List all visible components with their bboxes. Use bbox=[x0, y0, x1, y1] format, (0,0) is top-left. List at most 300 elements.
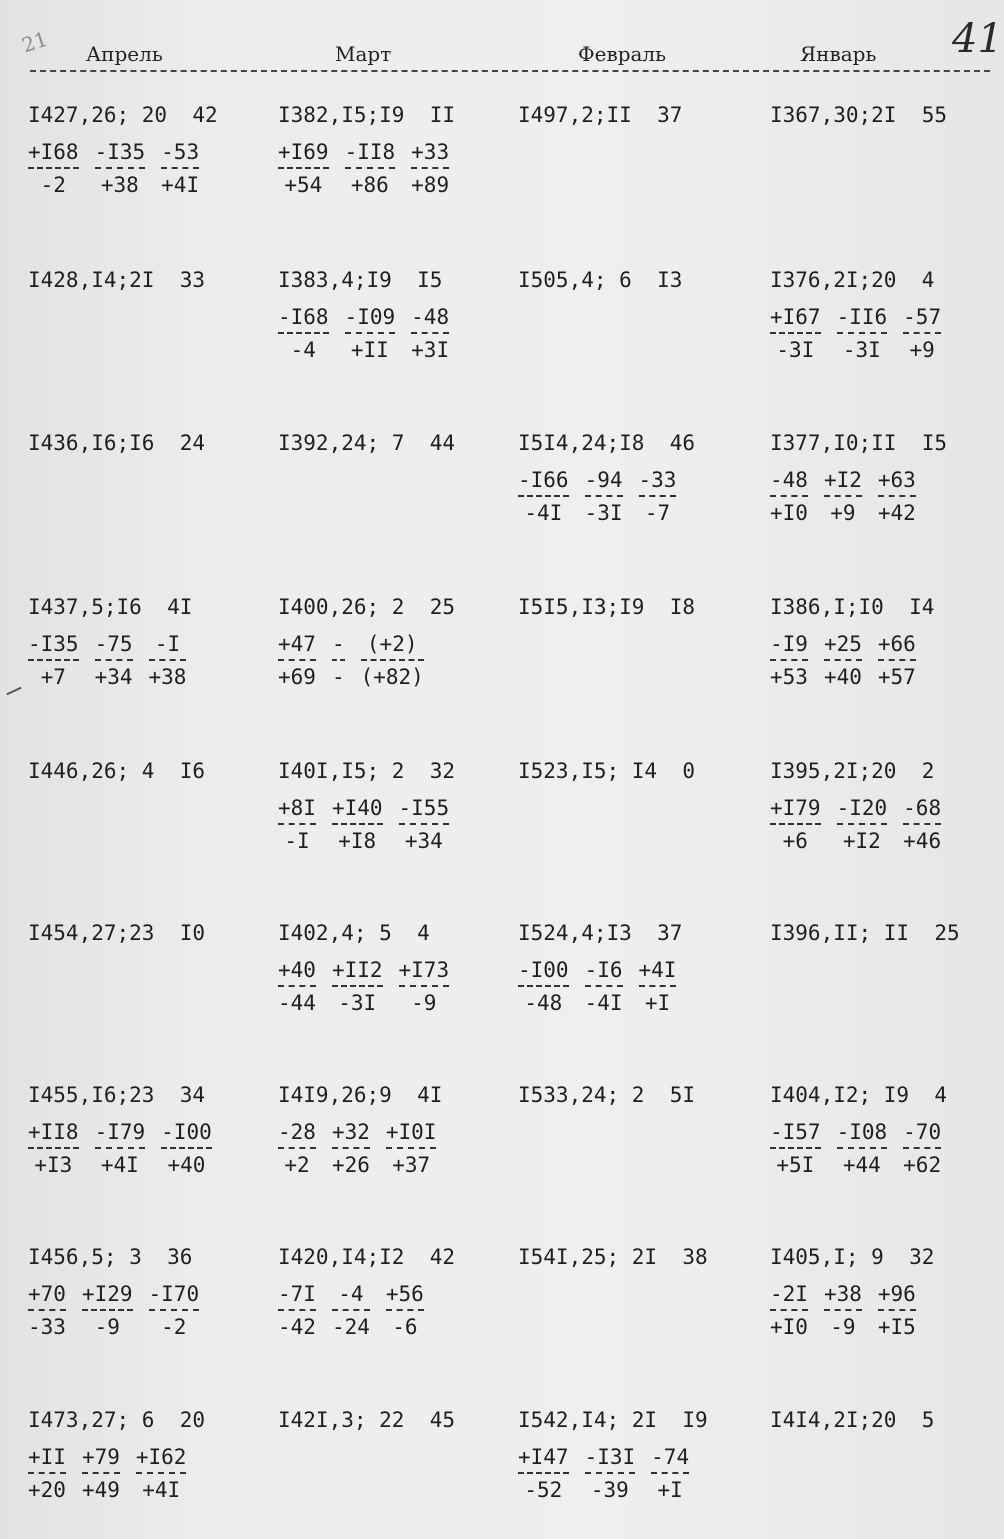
entry-main-value: I383,4;I9 I5 bbox=[278, 268, 443, 292]
page-number-left: 21 bbox=[18, 26, 51, 58]
entry-main-value: I402,4; 5 4 bbox=[278, 921, 430, 945]
fraction-row bbox=[518, 468, 748, 525]
entry-main-value: I40I,I5; 2 32 bbox=[278, 759, 456, 783]
fraction-numerator: +I68 bbox=[28, 140, 79, 164]
fraction bbox=[824, 632, 862, 689]
fraction-row bbox=[770, 1282, 1000, 1339]
fraction-denominator: -3I bbox=[584, 501, 623, 525]
fraction-denominator: +46 bbox=[903, 829, 942, 853]
fraction-numerator: -48 bbox=[411, 305, 450, 329]
fraction bbox=[332, 796, 383, 853]
fraction-denominator: +53 bbox=[770, 665, 808, 689]
fraction-numerator: +96 bbox=[877, 1282, 916, 1306]
fraction-numerator: -75 bbox=[94, 632, 133, 656]
fraction-bar bbox=[149, 659, 187, 661]
fraction-bar bbox=[278, 823, 316, 825]
fraction-row bbox=[278, 958, 508, 1015]
entry-main-value: I436,I6;I6 24 bbox=[28, 431, 206, 455]
fraction-numerator: -70 bbox=[903, 1120, 942, 1144]
fraction-bar bbox=[332, 985, 383, 987]
fraction-numerator: +I29 bbox=[81, 1282, 133, 1306]
fraction-denominator: -9 bbox=[94, 1315, 120, 1339]
fraction-denominator: -4I bbox=[524, 501, 563, 525]
fraction-bar bbox=[585, 1472, 636, 1474]
month-header bbox=[0, 42, 1004, 72]
fraction-denominator: +34 bbox=[404, 829, 443, 853]
entry-cell-february-7 bbox=[518, 1080, 748, 1110]
fraction-numerator: +33 bbox=[411, 140, 450, 164]
fraction-numerator: +40 bbox=[278, 958, 316, 982]
fraction-bar bbox=[332, 1147, 370, 1149]
fraction-bar bbox=[332, 1309, 370, 1311]
fraction-numerator: +79 bbox=[81, 1445, 120, 1469]
fraction-denominator: +69 bbox=[278, 665, 316, 689]
fraction bbox=[837, 1120, 888, 1177]
fraction bbox=[332, 632, 345, 689]
entry-cell-january-5 bbox=[770, 756, 1000, 853]
entry-cell-march-5 bbox=[278, 756, 508, 853]
fraction-denominator: -9 bbox=[830, 1315, 856, 1339]
fraction bbox=[585, 1445, 636, 1502]
fraction-denominator: +I2 bbox=[842, 829, 881, 853]
fraction-bar bbox=[837, 823, 888, 825]
fraction-numerator: -33 bbox=[638, 468, 677, 492]
fraction-denominator: +5I bbox=[776, 1153, 815, 1177]
fraction-denominator: -24 bbox=[331, 1315, 370, 1339]
fraction bbox=[161, 1120, 212, 1177]
fraction-numerator: -7I bbox=[278, 1282, 316, 1306]
fraction-row bbox=[770, 305, 1000, 362]
entry-cell-january-8 bbox=[770, 1242, 1000, 1339]
fraction-row bbox=[278, 1282, 508, 1339]
fraction bbox=[770, 305, 821, 362]
fraction-bar bbox=[639, 495, 677, 497]
fraction-bar bbox=[278, 167, 329, 169]
fraction-row bbox=[278, 140, 508, 197]
fraction-denominator: -3I bbox=[842, 338, 881, 362]
entry-cell-april-5 bbox=[28, 756, 258, 786]
entry-cell-february-5 bbox=[518, 756, 748, 786]
fraction-bar bbox=[639, 985, 677, 987]
entry-main-value: I542,I4; 2I I9 bbox=[518, 1408, 708, 1432]
fraction-row bbox=[278, 632, 508, 689]
entry-cell-april-6 bbox=[28, 918, 258, 948]
fraction bbox=[411, 140, 449, 197]
fraction-numerator: +I40 bbox=[331, 796, 383, 820]
entry-main-value: I405,I; 9 32 bbox=[770, 1245, 935, 1269]
fraction-bar bbox=[161, 167, 199, 169]
fraction-denominator: +42 bbox=[877, 501, 916, 525]
entry-cell-march-4 bbox=[278, 592, 508, 689]
entry-cell-march-2 bbox=[278, 265, 508, 362]
fraction bbox=[639, 958, 677, 1015]
fraction bbox=[278, 632, 316, 689]
entry-cell-april-4 bbox=[28, 592, 258, 689]
fraction-denominator: +9 bbox=[909, 338, 935, 362]
fraction-denominator: +3I bbox=[411, 338, 450, 362]
fraction-denominator: +4I bbox=[161, 173, 200, 197]
fraction bbox=[824, 1282, 862, 1339]
fraction-numerator: -94 bbox=[584, 468, 623, 492]
fraction bbox=[903, 305, 941, 362]
entry-main-value: I376,2I;20 4 bbox=[770, 268, 935, 292]
fraction-bar bbox=[411, 332, 449, 334]
fraction-numerator: -I55 bbox=[398, 796, 450, 820]
fraction bbox=[399, 796, 450, 853]
fraction-denominator: -39 bbox=[590, 1478, 629, 1502]
entry-cell-january-3 bbox=[770, 428, 1000, 525]
month-january: Январь bbox=[800, 42, 877, 66]
fraction-bar bbox=[28, 1147, 79, 1149]
entry-main-value: I427,26; 20 42 bbox=[28, 103, 218, 127]
fraction-numerator: -48 bbox=[770, 468, 808, 492]
fraction bbox=[651, 1445, 689, 1502]
fraction-row bbox=[518, 958, 748, 1015]
fraction bbox=[95, 140, 146, 197]
fraction-numerator: -I35 bbox=[94, 140, 146, 164]
fraction-numerator: -I66 bbox=[518, 468, 569, 492]
fraction bbox=[837, 305, 888, 362]
fraction-denominator: +20 bbox=[28, 1478, 66, 1502]
fraction-numerator: -II8 bbox=[344, 140, 396, 164]
entry-cell-january-7 bbox=[770, 1080, 1000, 1177]
fraction-bar bbox=[903, 823, 941, 825]
fraction bbox=[585, 468, 623, 525]
fraction-row bbox=[770, 796, 1000, 853]
entry-main-value: I524,4;I3 37 bbox=[518, 921, 683, 945]
fraction-bar bbox=[161, 1147, 212, 1149]
fraction-numerator: +56 bbox=[385, 1282, 424, 1306]
fraction-numerator: -68 bbox=[903, 796, 942, 820]
fraction bbox=[149, 632, 187, 689]
fraction-bar bbox=[837, 332, 888, 334]
entry-cell-february-4 bbox=[518, 592, 748, 622]
fraction-numerator: +II bbox=[28, 1445, 66, 1469]
fraction-bar bbox=[95, 1147, 146, 1149]
fraction bbox=[399, 958, 450, 1015]
fraction bbox=[518, 1445, 569, 1502]
fraction-denominator: +I bbox=[644, 991, 671, 1015]
entry-cell-february-6 bbox=[518, 918, 748, 1015]
fraction-bar bbox=[903, 1147, 941, 1149]
entry-cell-january-6 bbox=[770, 918, 1000, 948]
fraction-denominator: +62 bbox=[903, 1153, 942, 1177]
fraction-numerator: +I62 bbox=[135, 1445, 187, 1469]
fraction bbox=[386, 1282, 424, 1339]
fraction bbox=[345, 305, 396, 362]
entry-cell-february-3 bbox=[518, 428, 748, 525]
fraction-denominator: (+82) bbox=[360, 665, 424, 689]
month-april: Апрель bbox=[86, 42, 163, 66]
entry-main-value: I367,30;2I 55 bbox=[770, 103, 948, 127]
fraction-row bbox=[770, 468, 1000, 525]
fraction-numerator: +25 bbox=[823, 632, 862, 656]
fraction-bar bbox=[278, 659, 316, 661]
fraction bbox=[411, 305, 449, 362]
fraction-bar bbox=[82, 1472, 120, 1474]
entry-cell-january-9 bbox=[770, 1405, 1000, 1435]
fraction bbox=[332, 958, 383, 1015]
fraction-numerator: -2I bbox=[770, 1282, 808, 1306]
fraction-bar bbox=[770, 332, 821, 334]
fraction-denominator: -42 bbox=[278, 1315, 316, 1339]
fraction bbox=[585, 958, 623, 1015]
fraction bbox=[878, 632, 916, 689]
fraction-bar bbox=[878, 1309, 916, 1311]
entry-cell-april-9 bbox=[28, 1405, 258, 1502]
entry-main-value: I523,I5; I4 0 bbox=[518, 759, 696, 783]
entry-main-value: I54I,25; 2I 38 bbox=[518, 1245, 708, 1269]
entry-main-value: I428,I4;2I 33 bbox=[28, 268, 206, 292]
fraction-numerator: -4 bbox=[338, 1282, 364, 1306]
fraction bbox=[28, 140, 79, 197]
entry-main-value: I473,27; 6 20 bbox=[28, 1408, 206, 1432]
fraction-bar bbox=[824, 1309, 862, 1311]
fraction bbox=[278, 1120, 316, 1177]
fraction-denominator: +2 bbox=[284, 1153, 310, 1177]
fraction-bar bbox=[399, 985, 450, 987]
fraction-denominator: +38 bbox=[148, 665, 187, 689]
fraction-numerator: -I79 bbox=[94, 1120, 146, 1144]
fraction-numerator: -I00 bbox=[161, 1120, 212, 1144]
fraction bbox=[278, 305, 329, 362]
fraction-denominator: +9 bbox=[830, 501, 856, 525]
fraction bbox=[770, 796, 821, 853]
fraction-denominator: +34 bbox=[94, 665, 133, 689]
fraction-bar bbox=[332, 659, 345, 661]
fraction-row bbox=[28, 1445, 258, 1502]
fraction-numerator: (+2) bbox=[366, 632, 418, 656]
fraction-bar bbox=[903, 332, 941, 334]
entry-main-value: I386,I;I0 I4 bbox=[770, 595, 935, 619]
fraction-denominator: +4I bbox=[100, 1153, 139, 1177]
fraction-numerator: -I bbox=[154, 632, 181, 656]
header-divider bbox=[30, 70, 990, 72]
fraction-bar bbox=[82, 1309, 133, 1311]
fraction-bar bbox=[585, 985, 623, 987]
fraction-numerator: +II2 bbox=[331, 958, 383, 982]
fraction-numerator: +8I bbox=[278, 796, 316, 820]
fraction-denominator: +38 bbox=[100, 173, 139, 197]
fraction-denominator: -9 bbox=[411, 991, 437, 1015]
entry-main-value: I454,27;23 I0 bbox=[28, 921, 206, 945]
fraction-bar bbox=[332, 823, 383, 825]
entry-main-value: I400,26; 2 25 bbox=[278, 595, 456, 619]
fraction-bar bbox=[278, 1309, 316, 1311]
fraction-bar bbox=[878, 659, 916, 661]
fraction-numerator: -II6 bbox=[836, 305, 888, 329]
fraction-bar bbox=[651, 1472, 689, 1474]
fraction bbox=[278, 140, 329, 197]
entry-cell-april-2 bbox=[28, 265, 258, 295]
entry-main-value: I533,24; 2 5I bbox=[518, 1083, 696, 1107]
entry-cell-january-1 bbox=[770, 100, 1000, 130]
fraction bbox=[95, 1120, 146, 1177]
fraction-bar bbox=[411, 167, 449, 169]
fraction-numerator: +II8 bbox=[28, 1120, 79, 1144]
fraction bbox=[28, 1445, 66, 1502]
entry-cell-february-9 bbox=[518, 1405, 748, 1502]
fraction-denominator: -44 bbox=[278, 991, 316, 1015]
fraction bbox=[770, 468, 808, 525]
fraction-denominator: +I0 bbox=[770, 1315, 808, 1339]
fraction bbox=[278, 1282, 316, 1339]
fraction bbox=[82, 1282, 133, 1339]
fraction-denominator: - bbox=[331, 665, 345, 689]
fraction-denominator: -6 bbox=[392, 1315, 418, 1339]
fraction bbox=[28, 1120, 79, 1177]
fraction-numerator: +I2 bbox=[823, 468, 862, 492]
fraction-bar bbox=[28, 1309, 66, 1311]
fraction-bar bbox=[770, 495, 808, 497]
fraction bbox=[386, 1120, 437, 1177]
fraction-numerator: +66 bbox=[877, 632, 916, 656]
entry-cell-april-8 bbox=[28, 1242, 258, 1339]
fraction-denominator: +26 bbox=[331, 1153, 370, 1177]
fraction-denominator: +49 bbox=[81, 1478, 120, 1502]
fraction bbox=[278, 958, 316, 1015]
fraction-denominator: -2 bbox=[161, 1315, 187, 1339]
entry-cell-february-2 bbox=[518, 265, 748, 295]
fraction-denominator: +I5 bbox=[877, 1315, 916, 1339]
fraction bbox=[28, 632, 79, 689]
fraction-bar bbox=[28, 1472, 66, 1474]
entry-cell-march-9 bbox=[278, 1405, 508, 1435]
fraction-denominator: -48 bbox=[524, 991, 563, 1015]
fraction-bar bbox=[878, 495, 916, 497]
fraction-denominator: +I3 bbox=[34, 1153, 73, 1177]
entry-main-value: I404,I2; I9 4 bbox=[770, 1083, 948, 1107]
fraction-denominator: -4 bbox=[290, 338, 316, 362]
fraction-denominator: -52 bbox=[524, 1478, 563, 1502]
fraction-bar bbox=[518, 495, 569, 497]
fraction-numerator: +4I bbox=[638, 958, 677, 982]
fraction-row bbox=[28, 1120, 258, 1177]
fraction-denominator: -I bbox=[284, 829, 310, 853]
fraction-row bbox=[770, 632, 1000, 689]
fraction-row bbox=[28, 140, 258, 197]
fraction-numerator: +32 bbox=[331, 1120, 370, 1144]
fraction-denominator: +I0 bbox=[770, 501, 808, 525]
fraction bbox=[332, 1120, 370, 1177]
fraction-numerator: -74 bbox=[651, 1445, 690, 1469]
fraction-numerator: -I6 bbox=[584, 958, 623, 982]
fraction-denominator: +44 bbox=[842, 1153, 881, 1177]
fraction-numerator: -28 bbox=[278, 1120, 316, 1144]
fraction-bar bbox=[149, 1309, 200, 1311]
fraction-denominator: +4I bbox=[142, 1478, 181, 1502]
fraction-bar bbox=[345, 332, 396, 334]
entry-main-value: I505,4; 6 I3 bbox=[518, 268, 683, 292]
fraction bbox=[837, 796, 888, 853]
page-number-right: 41 bbox=[952, 16, 1003, 62]
fraction-numerator: -I20 bbox=[836, 796, 888, 820]
entry-main-value: I456,5; 3 36 bbox=[28, 1245, 193, 1269]
entry-cell-april-3 bbox=[28, 428, 258, 458]
fraction-numerator: +63 bbox=[877, 468, 916, 492]
fraction-bar bbox=[770, 1309, 808, 1311]
fraction-denominator: +40 bbox=[167, 1153, 206, 1177]
fraction bbox=[518, 468, 569, 525]
fraction-row bbox=[278, 305, 508, 362]
fraction-denominator: -3I bbox=[338, 991, 377, 1015]
fraction-bar bbox=[770, 1147, 821, 1149]
fraction-numerator: +I0I bbox=[385, 1120, 437, 1144]
fraction-bar bbox=[824, 659, 862, 661]
fraction bbox=[332, 1282, 370, 1339]
fraction bbox=[149, 1282, 200, 1339]
fraction bbox=[878, 1282, 916, 1339]
fraction-denominator: +40 bbox=[823, 665, 862, 689]
entry-main-value: I377,I0;II I5 bbox=[770, 431, 948, 455]
fraction-denominator: +89 bbox=[411, 173, 450, 197]
fraction-bar bbox=[518, 1472, 569, 1474]
fraction-row bbox=[28, 632, 258, 689]
fraction-bar bbox=[278, 332, 329, 334]
fraction-numerator: -I9 bbox=[770, 632, 808, 656]
fraction-numerator: -I3I bbox=[584, 1445, 636, 1469]
fraction bbox=[95, 632, 133, 689]
fraction bbox=[824, 468, 862, 525]
fraction bbox=[770, 1120, 821, 1177]
fraction-bar bbox=[345, 167, 396, 169]
fraction-numerator: -I00 bbox=[518, 958, 569, 982]
fraction bbox=[770, 632, 808, 689]
fraction bbox=[82, 1445, 120, 1502]
entry-main-value: I42I,3; 22 45 bbox=[278, 1408, 456, 1432]
fraction-row bbox=[518, 1445, 748, 1502]
fraction bbox=[903, 1120, 941, 1177]
fraction bbox=[161, 140, 199, 197]
fraction-denominator: +II bbox=[350, 338, 389, 362]
fraction bbox=[361, 632, 424, 689]
fraction-bar bbox=[361, 659, 424, 661]
fraction-denominator: +I bbox=[657, 1478, 683, 1502]
fraction-bar bbox=[136, 1472, 187, 1474]
fraction bbox=[878, 468, 916, 525]
entry-cell-january-4 bbox=[770, 592, 1000, 689]
fraction-denominator: -7 bbox=[644, 501, 671, 525]
fraction bbox=[345, 140, 396, 197]
fraction-denominator: +57 bbox=[877, 665, 916, 689]
fraction-numerator: -I08 bbox=[836, 1120, 888, 1144]
fraction-bar bbox=[518, 985, 569, 987]
entry-cell-april-1 bbox=[28, 100, 258, 197]
fraction-numerator: +70 bbox=[28, 1282, 66, 1306]
fraction-numerator: +I79 bbox=[770, 796, 821, 820]
fraction-numerator: +I47 bbox=[518, 1445, 569, 1469]
fraction-denominator: +37 bbox=[392, 1153, 431, 1177]
fraction-denominator: -33 bbox=[28, 1315, 66, 1339]
entry-main-value: I446,26; 4 I6 bbox=[28, 759, 206, 783]
fraction-bar bbox=[386, 1147, 437, 1149]
fraction-numerator: -I35 bbox=[28, 632, 79, 656]
fraction bbox=[136, 1445, 187, 1502]
entry-cell-march-6 bbox=[278, 918, 508, 1015]
fraction bbox=[278, 796, 316, 853]
entry-main-value: I4I4,2I;20 5 bbox=[770, 1408, 935, 1432]
entry-main-value: I382,I5;I9 II bbox=[278, 103, 456, 127]
fraction-numerator: -53 bbox=[161, 140, 200, 164]
entry-main-value: I396,II; II 25 bbox=[770, 921, 960, 945]
fraction bbox=[770, 1282, 808, 1339]
fraction-row bbox=[278, 796, 508, 853]
fraction-bar bbox=[770, 659, 808, 661]
fraction bbox=[518, 958, 569, 1015]
entry-main-value: I497,2;II 37 bbox=[518, 103, 683, 127]
fraction-denominator: +86 bbox=[350, 173, 389, 197]
fraction-bar bbox=[28, 167, 79, 169]
